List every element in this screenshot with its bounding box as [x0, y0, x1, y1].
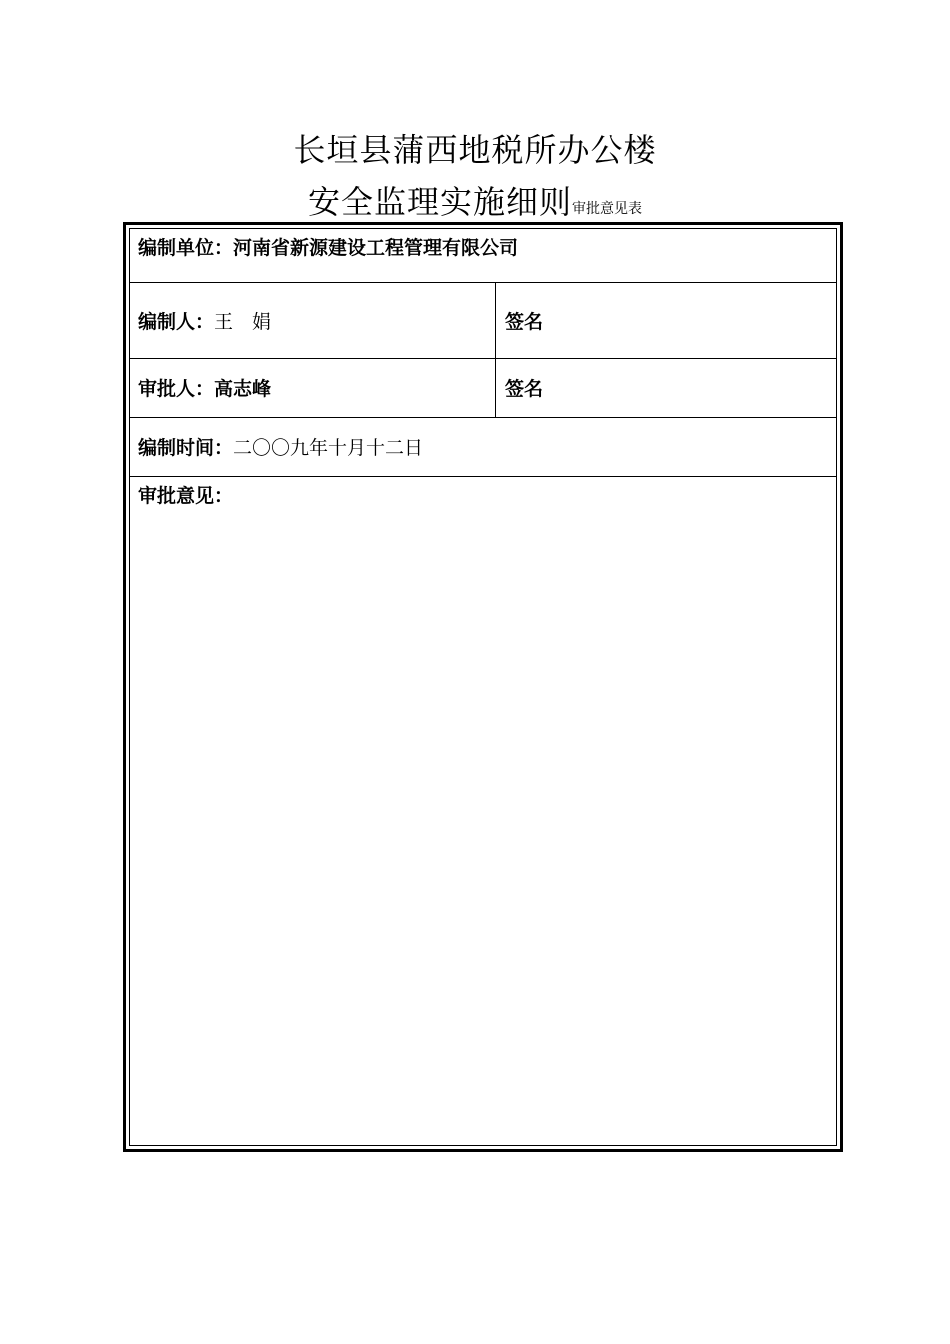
preparing-unit-field: [138, 233, 518, 260]
document-title-suffix: 审批意见表: [572, 201, 642, 217]
document-title-main: 安全监理实施细则: [307, 183, 572, 221]
approval-opinion-label: 审批意见：: [138, 485, 234, 507]
approver-label: 审批人：: [138, 378, 215, 400]
approver-signature-label: 签名: [505, 378, 544, 400]
row-approver: [130, 359, 836, 418]
preparer-label: 编制人：: [138, 311, 215, 333]
approver-column-divider: [495, 359, 496, 417]
row-prepared-date: [130, 418, 836, 477]
approval-form-outer-border: [123, 222, 843, 1152]
preparer-signature-label: 签名: [505, 311, 544, 333]
document-title-line1: 长垣县蒲西地税所办公楼: [293, 131, 657, 169]
preparer-column-divider: [495, 283, 496, 358]
preparing-unit-value: 河南省新源建设工程管理有限公司: [233, 237, 519, 259]
preparer-field: [138, 307, 271, 334]
approval-opinion-area: [130, 509, 836, 1139]
row-preparing-unit: [130, 229, 836, 283]
preparer-value: 王 娟: [214, 311, 272, 333]
approver-field: [138, 374, 271, 401]
approval-form-table: [129, 228, 837, 1146]
prepared-date-value: 二〇〇九年十月十二日: [233, 437, 424, 459]
approver-value: 高志峰: [214, 378, 272, 400]
prepared-date-label: 编制时间：: [138, 437, 234, 459]
row-preparer: [130, 283, 836, 359]
preparing-unit-label: 编制单位：: [138, 237, 234, 259]
prepared-date-field: [138, 433, 423, 460]
